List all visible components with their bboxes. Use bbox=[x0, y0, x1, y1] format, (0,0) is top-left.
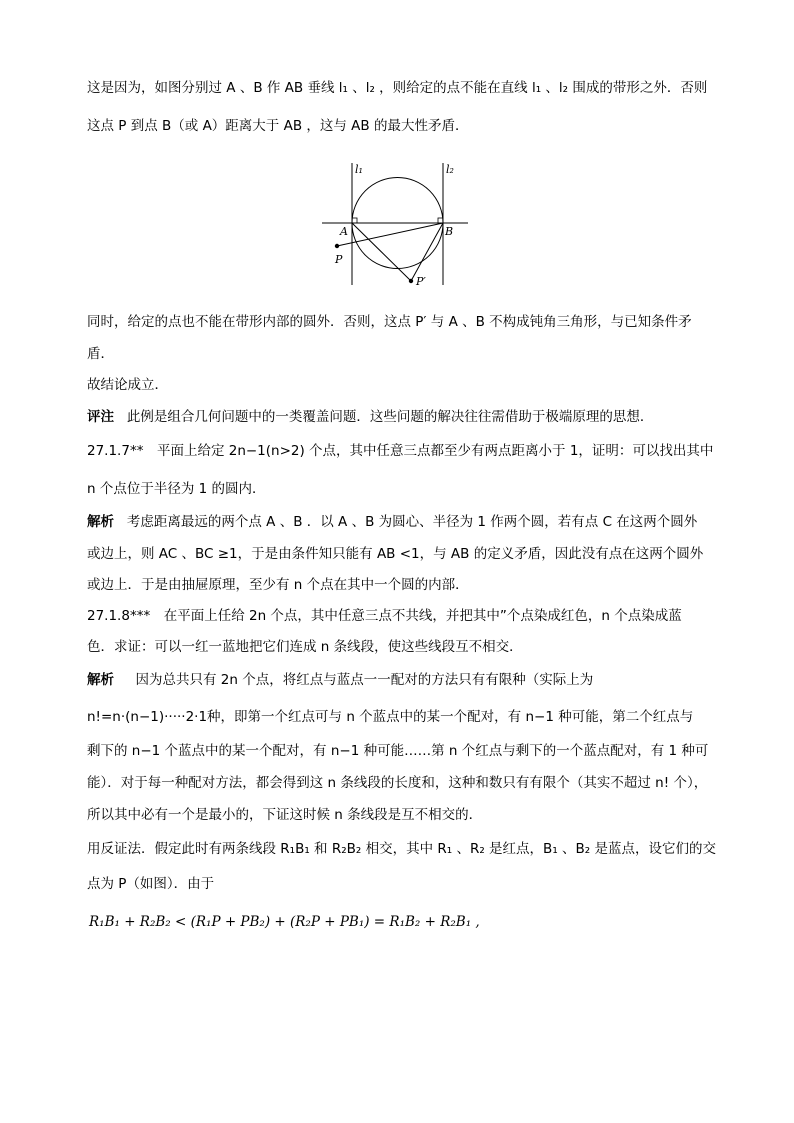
problem-2718-line-1: 27.1.8*** 在平面上任给 2n 个点，其中任意三点不共线，并把其中”个点染成红色，n 个点染成蓝 bbox=[87, 608, 682, 624]
analysis-2-line-5: 所以其中必有一个是最小的，下证这时候 n 条线段是互不相交的． bbox=[87, 807, 483, 823]
analysis-2-line-4: 能）．对于每一种配对方法，都会得到这 n 条线段的长度和，这种和数只有有限个（其实不超过 n! 个）， bbox=[87, 775, 708, 791]
analysis-text: 因为总共只有 2n 个点，将红点与蓝点一一配对的方法只有有限种（实际上为 bbox=[135, 672, 594, 688]
point-p-prime bbox=[409, 279, 413, 283]
right-angle-mark-a bbox=[352, 218, 357, 223]
label-a: A bbox=[340, 225, 348, 238]
label-l2: l₂ bbox=[446, 163, 454, 176]
analysis-1-line-2: 或边上，则 AC 、BC ≥1，于是由条件知只能有 AB <1，与 AB 的定义矛盾，因此没有点在这两个圆外 bbox=[87, 546, 704, 562]
analysis-text: 考虑距离最远的两个点 A 、B ．以 A 、B 为圆心、半径为 1 作两个圆，若有点 C 在这两个圆外 bbox=[126, 514, 698, 530]
geometry-figure bbox=[318, 155, 478, 290]
proof-line-1: 用反证法．假定此时有两条线段 R₁B₁ 和 R₂B₂ 相交，其中 R₁ 、R₂ 是红点，B₁ 、B₂ 是蓝点，设它们的交 bbox=[87, 841, 716, 857]
paragraph-line-4: 盾． bbox=[87, 346, 114, 362]
analysis-label: 解析 bbox=[87, 514, 114, 530]
comment-text: 此例是组合几何问题中的一类覆盖问题．这些问题的解决往往需借助于极端原理的思想． bbox=[126, 409, 654, 425]
proof-line-2: 点为 P（如图）．由于 bbox=[87, 876, 215, 892]
inequality-formula: R₁B₁ + R₂B₂ < (R₁P + PB₂) + (R₂P + PB₁) = R₁B₂ + R₂B₁ , bbox=[89, 914, 480, 930]
problem-2718-line-2: 色．求证：可以一红一蓝地把它们连成 n 条线段，使这些线段互不相交． bbox=[87, 639, 523, 655]
segment-pb bbox=[337, 223, 443, 246]
analysis-1-line-1 bbox=[87, 512, 712, 532]
comment-label: 评注 bbox=[87, 409, 114, 425]
analysis-2-line-2: n!=n·(n−1)·····2·1种，即第一个红点可与 n 个蓝点中的某一个配对，有 n−1 种可能，第二个红点与 bbox=[87, 709, 694, 725]
analysis-2-line-1 bbox=[87, 670, 712, 690]
paragraph-line-3: 同时，给定的点也不能在带形内部的圆外．否则，这点 P′ 与 A 、B 不构成钝角三角形，与已知条件矛 bbox=[87, 314, 692, 330]
analysis-label: 解析 bbox=[87, 672, 114, 688]
paragraph-line-5: 故结论成立． bbox=[87, 377, 168, 393]
comment-line bbox=[87, 407, 712, 427]
label-b: B bbox=[445, 225, 454, 238]
label-p-prime: P′ bbox=[416, 275, 426, 288]
label-l1: l₁ bbox=[355, 163, 363, 176]
analysis-1-line-3: 或边上．于是由抽屉原理，至少有 n 个点在其中一个圆的内部． bbox=[87, 577, 469, 593]
problem-2717-line-2: n 个点位于半径为 1 的圆内． bbox=[87, 481, 266, 497]
problem-2717-line-1: 27.1.7** 平面上给定 2n−1(n>2) 个点，其中任意三点都至少有两点距离小于 1，证明：可以找出其中 bbox=[87, 443, 714, 459]
paragraph-line-1: 这是因为，如图分别过 A 、B 作 AB 垂线 l₁ 、l₂ ，则给定的点不能在直线 l₁ 、l₂ 围成的带形之外．否则 bbox=[87, 80, 708, 96]
segment-bp-prime bbox=[411, 223, 443, 281]
label-p: P bbox=[335, 253, 343, 266]
point-p bbox=[335, 244, 339, 248]
paragraph-line-2: 这点 P 到点 B（或 A）距离大于 AB ，这与 AB 的最大性矛盾． bbox=[87, 118, 469, 134]
right-angle-mark-b bbox=[438, 218, 443, 223]
analysis-2-line-3: 剩下的 n−1 个蓝点中的某一个配对，有 n−1 种可能……第 n 个红点与剩下的一个蓝点配对，有 1 种可 bbox=[87, 743, 709, 759]
